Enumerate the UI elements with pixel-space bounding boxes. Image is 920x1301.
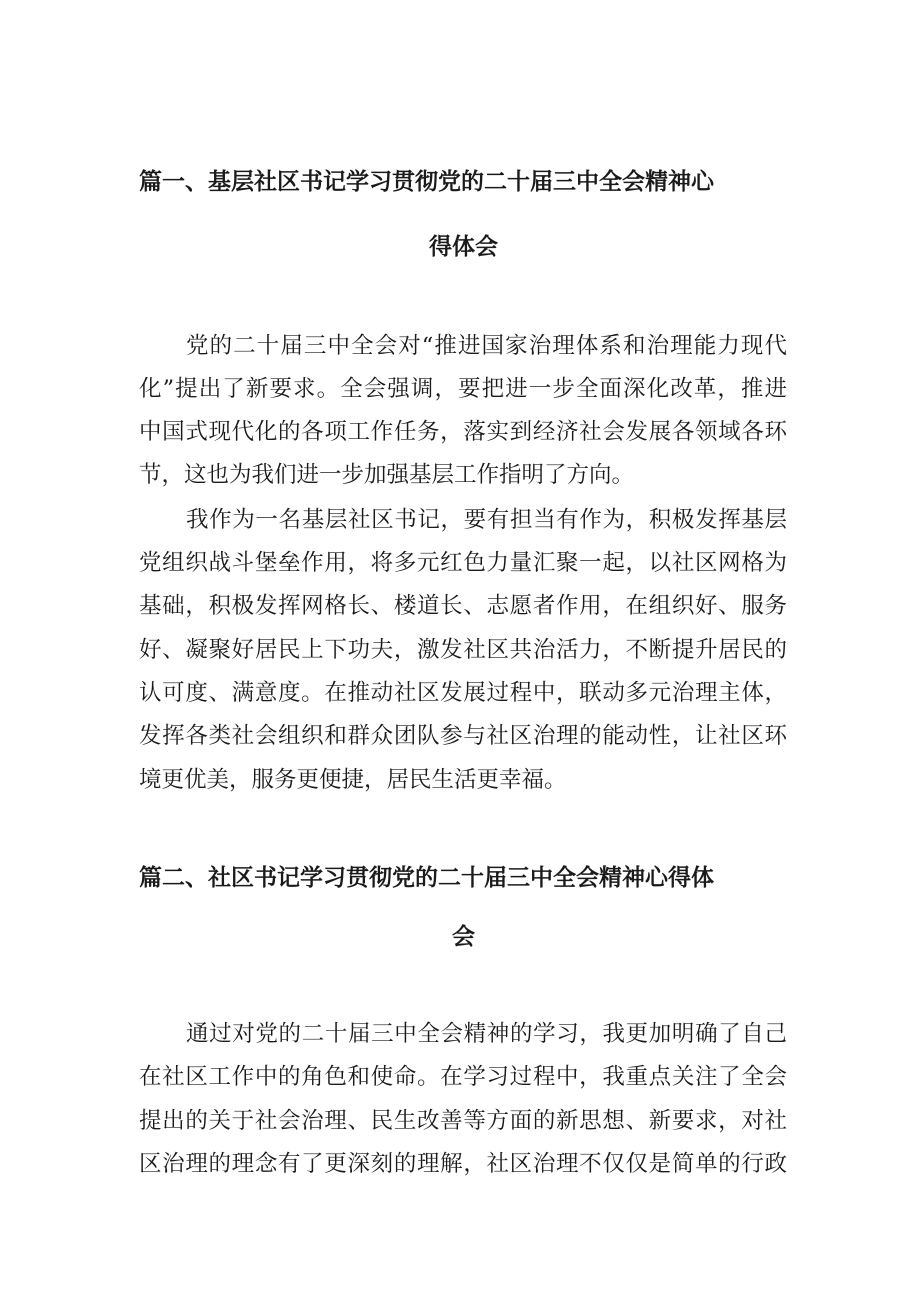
article1-para2-line: 基础，积极发挥网格长、楼道长、志愿者作用，在组织好、服务 [139,593,787,619]
article2-para1-line: 提出的关于社会治理、民生改善等方面的新思想、新要求，对社 [139,1108,787,1134]
article1-para1-line: 党的二十届三中全会对“推进国家治理体系和治理能力现代 [186,333,787,359]
article1-title-line1: 篇一、基层社区书记学习贯彻党的二十届三中全会精神心 [139,169,714,195]
article1-para1-line: 化”提出了新要求。全会强调，要把进一步全面深化改革，推进 [139,376,787,402]
article2-para1-line: 在社区工作中的角色和使命。在学习过程中，我重点关注了全会 [139,1064,787,1090]
article1-para1-line: 节，这也为我们进一步加强基层工作指明了方向。 [139,462,635,488]
article1-para2-line: 认可度、满意度。在推动社区发展过程中，联动多元治理主体， [139,680,787,706]
article1-para2-line: 发挥各类社会组织和群众团队参与社区治理的能动性，让社区环 [139,723,787,749]
article1-para2-line: 好、凝聚好居民上下功夫，激发社区共治活力，不断提升居民的 [139,637,787,663]
article1-para1-line: 中国式现代化的各项工作任务，落实到经济社会发展各领域各环 [139,419,787,445]
article1-title-line2: 得体会 [429,234,498,260]
article2-title-line1: 篇二、社区书记学习贯彻党的二十届三中全会精神心得体 [139,865,714,891]
article2-para1-line: 区治理的理念有了更深刻的理解，社区治理不仅仅是简单的行政 [139,1151,787,1177]
article1-para2-line: 我作为一名基层社区书记，要有担当有作为，积极发挥基层 [186,507,787,533]
article1-para2-line: 党组织战斗堡垒作用，将多元红色力量汇聚一起，以社区网格为 [139,550,787,576]
article2-title-line2: 会 [452,924,475,950]
article2-para1-line: 通过对党的二十届三中全会精神的学习，我更加明确了自己 [186,1021,787,1047]
article1-para2-line: 境更优美，服务更便捷，居民生活更幸福。 [139,767,567,793]
